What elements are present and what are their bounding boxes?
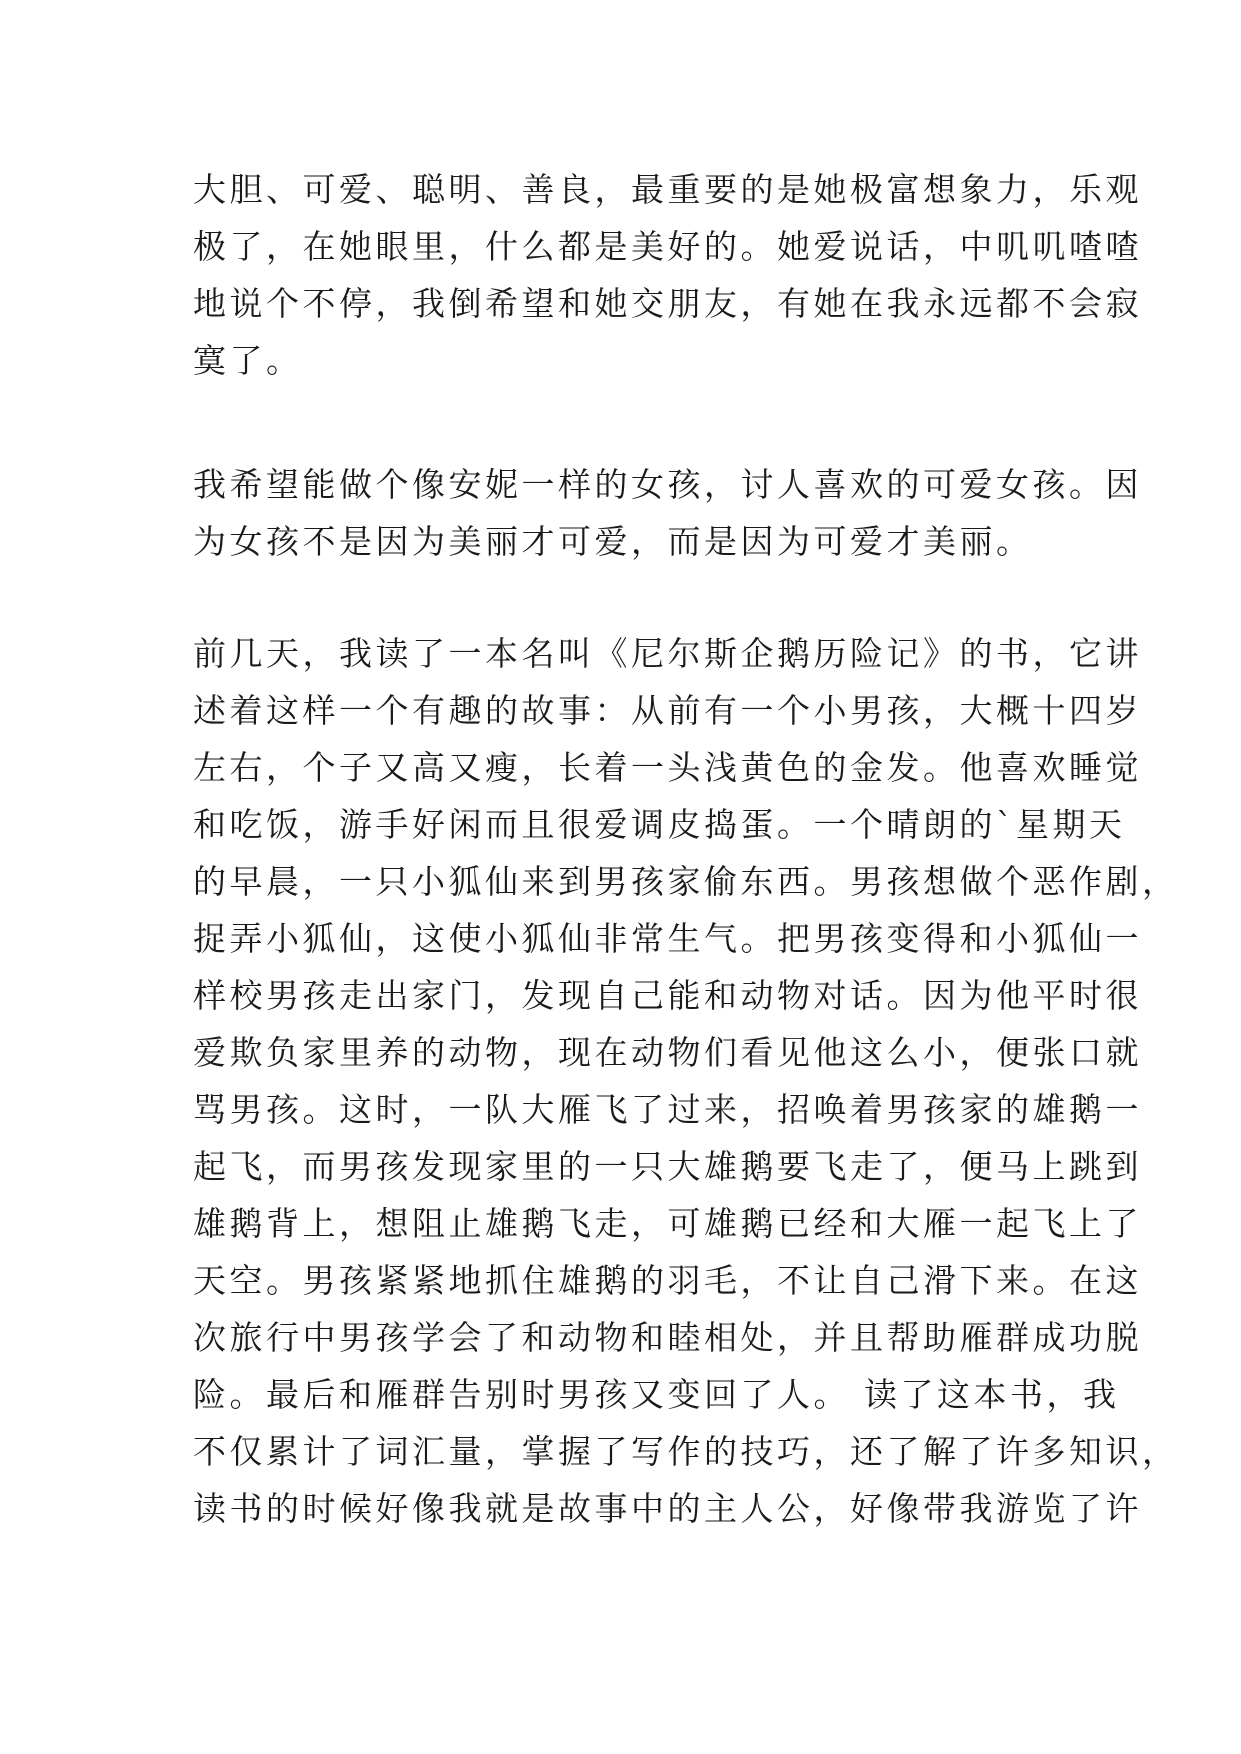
- text-line: 起飞，而男孩发现家里的一只大雄鹅要飞走了，便马上跳到: [193, 1147, 1142, 1186]
- text-line: 我希望能做个像安妮一样的女孩，讨人喜欢的可爱女孩。因: [193, 465, 1142, 504]
- paragraph-3: [193, 625, 1179, 1537]
- text-line: 天空。男孩紧紧地抓住雄鹅的羽毛，不让自己滑下来。在这: [193, 1261, 1142, 1300]
- text-line: 捉弄小狐仙，这使小狐仙非常生气。把男孩变得和小狐仙一: [193, 919, 1142, 958]
- text-line: 和吃饭，游手好闲而且很爱调皮捣蛋。一个晴朗的`星期天: [193, 805, 1126, 844]
- text-line: 极了，在她眼里，什么都是美好的。她爱说话，中叽叽喳喳: [193, 227, 1142, 266]
- text-line: 雄鹅背上，想阻止雄鹅飞走，可雄鹅已经和大雁一起飞上了: [193, 1204, 1142, 1243]
- paragraph-1: [193, 161, 1142, 389]
- text-line: 述着这样一个有趣的故事：从前有一个小男孩，大概十四岁: [193, 691, 1142, 730]
- text-line: 左右，个子又高又瘦，长着一头浅黄色的金发。他喜欢睡觉: [193, 748, 1142, 787]
- text-line: 寞了。: [193, 341, 303, 380]
- text-line: 不仅累计了词汇量，掌握了写作的技巧，还了解了许多知识，: [193, 1432, 1179, 1471]
- text-line: 样校男孩走出家门，发现自己能和动物对话。因为他平时很: [193, 976, 1142, 1015]
- paragraph-2: [193, 456, 1142, 570]
- text-line: 前几天，我读了一本名叫《尼尔斯企鹅历险记》的书，它讲: [193, 634, 1142, 673]
- text-line: 读书的时候好像我就是故事中的主人公，好像带我游览了许: [193, 1489, 1142, 1528]
- text-line: 骂男孩。这时，一队大雁飞了过来，招唤着男孩家的雄鹅一: [193, 1090, 1142, 1129]
- text-line: 次旅行中男孩学会了和动物和睦相处，并且帮助雁群成功脱: [193, 1318, 1142, 1357]
- text-line: 险。最后和雁群告别时男孩又变回了人。 读了这本书，我: [193, 1375, 1120, 1414]
- text-line: 爱欺负家里养的动物，现在动物们看见他这么小，便张口就: [193, 1033, 1142, 1072]
- text-line: 大胆、可爱、聪明、善良，最重要的是她极富想象力，乐观: [193, 170, 1142, 209]
- text-line: 地说个不停，我倒希望和她交朋友，有她在我永远都不会寂: [193, 284, 1142, 323]
- text-line: 的早晨，一只小狐仙来到男孩家偷东西。男孩想做个恶作剧，: [193, 862, 1179, 901]
- text-line: 为女孩不是因为美丽才可爱，而是因为可爱才美丽。: [193, 522, 1033, 561]
